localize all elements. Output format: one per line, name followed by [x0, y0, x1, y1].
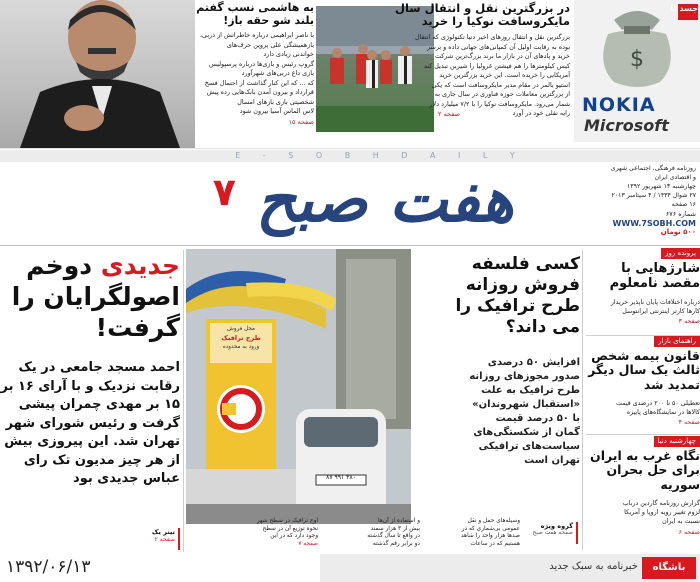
lead-footer-more[interactable]: صفحه ۲	[154, 536, 175, 543]
right-sep-1	[586, 335, 700, 336]
hashemi-story[interactable]	[196, 2, 314, 144]
microsoft-logo: Microsoft	[584, 116, 669, 135]
section-headline-2: قانون بیمه شخص ثالث یک سال دیگر تمدید شد	[588, 348, 700, 392]
newsletter-bar[interactable]	[320, 554, 700, 582]
section-more-2[interactable]: صفحه ۴	[678, 419, 700, 426]
section-more-3[interactable]: صفحه ۶	[678, 529, 700, 536]
col-divider-left	[183, 250, 184, 552]
issue-number: شماره ۶۷۶	[665, 210, 696, 218]
bashgah-logo-text: باشگاه	[652, 562, 686, 573]
website-url[interactable]: WWW.7SOBH.COM	[612, 219, 696, 228]
section-card-1[interactable]	[586, 248, 700, 334]
lead-headline: جدیدی دوخم اصولگرایان را گرفت!	[11, 251, 180, 342]
middle-story[interactable]	[414, 254, 580, 504]
traffic-photo	[186, 249, 411, 524]
football-photo	[316, 6, 434, 132]
section-body-2: تعطیلی ۵۰ تا ۲۰۰ درصدی قیمت کالاها در نمایشگاه‌های پاییزه	[616, 400, 700, 416]
lead-headline-line-1: دوخم	[26, 251, 101, 280]
masthead-info: روزنامه فرهنگی، اجتماعی شهری و اقتصادی ایران چهارشنبه ۱۳ شهریور ۱۳۹۲ ۲۷ شوال ۱۴۳۴ / ۴ سپتامبر ۲۰۱۳ ۱۶ صفحه شماره ۶۷۶ WWW.7SOBH.COM ۵۰۰ تومان	[578, 164, 696, 244]
masthead-logo-text: هفت صبح	[256, 163, 514, 236]
bashgah-logo	[642, 557, 696, 579]
nokia-body: بزرگترین نقل و انتقال روزهای اخیر دنیا تکنولوژی که انتقال بوده به رقابت اولیل آن کمپانی‌های جهانی داده و برسر خرید و پادهای آن در بازار ما برند بزرگ‌ترین شرکت کیس کیلومترها را هم فیشتن غرولیا را شیرین تبدیل کند آمریکایی را خریده است. این خرید بزرگترین خرید استیو بالمر در مقام مدیر مایکروسافت است که یکی از بزرگترین معاملات حوزه فناوری در سال جاری به شمار می‌رود. مایکروسافت نوکیا را با ۷/۲ میلیارد دلار رایه نقلی خود در آورد	[415, 33, 570, 118]
col-divider-right	[582, 250, 583, 550]
nokia-story[interactable]	[395, 1, 570, 144]
price-label: ۵۰۰ تومان	[660, 228, 696, 236]
football-players	[316, 6, 434, 132]
sign-text: محل فروش طرح ترافیک ورود به محدوده	[221, 326, 261, 350]
right-sep-2	[586, 434, 700, 435]
section-tag-3: چهارشنبه دنیا	[654, 436, 700, 447]
portrait-photo	[0, 0, 195, 148]
lead-headline-red-word: جدیدی	[100, 251, 180, 280]
issue-date: ۱۳۹۲/۰۶/۱۳	[6, 557, 91, 577]
lead-story[interactable]	[0, 250, 180, 550]
masthead-seven-icon: ۷	[212, 170, 236, 214]
license-plate: ۳۸۰ ۹۹۱ ۸۷	[326, 474, 356, 481]
middle-body	[186, 518, 580, 554]
corner-brand: جسد ثا	[670, 4, 698, 13]
middle-headline: کسی فلسفه فروش روزانه طرح ترافیک را می داند؟	[455, 254, 580, 337]
masthead-logo[interactable]	[200, 160, 570, 240]
traffic-scene	[186, 249, 411, 524]
nokia-logo: NOKIA	[582, 94, 656, 116]
nokia-microsoft-graphic	[574, 0, 700, 142]
section-more-1[interactable]: صفحه ۳	[678, 318, 700, 325]
section-tag-1: پرونده روز	[661, 248, 700, 259]
masthead-separator	[0, 245, 700, 246]
section-headline-1: شارژهایی با مقصد نامعلوم	[609, 261, 700, 291]
section-tag-2: راهنمای بازار	[654, 336, 700, 347]
section-card-3[interactable]	[586, 436, 700, 548]
middle-body-col-2: و استفاده از آن‌ها بیش از ۳ هزار سمند در واقع تا سال گذشته دو برابر رقم گذشته	[367, 518, 420, 547]
sobh-daily-label: E - S O B H D A I L Y	[235, 151, 525, 160]
middle-byline: گروه ویژه	[540, 522, 573, 530]
newsletter-text: خبرنامه به سبک جدید	[549, 561, 638, 572]
hashemi-more-link[interactable]: صفحه ۱۵	[288, 117, 314, 126]
section-body-1: درباره اختلافات پایان ناپذیر خریدار کارها کارتر اینترنتی ایرانتوسل	[610, 299, 700, 315]
middle-section-label: صفحه هفت صبح	[532, 530, 573, 536]
right-column	[586, 248, 700, 552]
lead-footer	[120, 528, 180, 550]
middle-body-col-3: اوج ترافیک در سطح شهر نحوه توزیع آن در سطح وجود دارد که در این صفحه ۷	[256, 518, 318, 547]
middle-body-col-1: وسیله‌های حمل و نقل عمومی بی‌شماری که در صدها هزار واحد را شاهد هستیم که در ساعات	[461, 518, 520, 547]
top-separator	[0, 148, 700, 149]
money-bag-icon	[574, 0, 700, 90]
hashemi-body: با ناصر ابراهیمی درباره خاطراتش از ذربی، بازهمیشگی علی پروین حرف‌های خواندنی زیادی دارد گروپ رئیس و بازی‌ها درباره پرسپولیس بازی داغ دربی‌های شهرآورد که ... که این کنار گذاشت از احتمال فسخ قرارداد و بیرون آمدن بانک‌هایی رده پیش شخصیتی بازی بازهای امسال لاس الماس آسیا بیرون شود	[199, 31, 314, 116]
hashemi-headline: به هاشمی نسب گفتم بلند شو حقه باز!	[196, 1, 314, 27]
nokia-headline: در بزرگترین نقل و انتقال سال مایکروسافت نوکیا را خرید	[395, 1, 570, 29]
middle-byline-box	[524, 522, 578, 544]
svg-text:$: $	[630, 47, 644, 72]
middle-summary: افزایش ۵۰ درصدی صدور مجوزهای روزانه طرح ترافیک به علت «استقبال شهروندان» با ۵۰ درصد قیمت گمان از شکستگی‌های سیاست‌های ترافیکی تهران است	[469, 357, 580, 466]
portrait-figure	[0, 0, 195, 148]
section-body-3: گزارش روزنامه گاردین درباب لزوم تغییر رویه اروپا و آمریکا نسبت به ایران	[622, 500, 700, 525]
section-headline-3: نگاه غرب به ایران برای حل بحران سوریه	[590, 448, 700, 492]
lead-body: احمد مسجد جامعی در یک رقابت نزدیک و با آرای ۱۶ بر ۱۵ بر مهدی چمران پیشی گرفت و رئیس شورای شهر تهران شد. این پیروزی بیش از هر چیز مدیون تک رای عباس جدیدی بود	[0, 360, 180, 486]
lead-footer-label: تیتر یک	[151, 528, 175, 536]
nokia-more-link[interactable]: صفحه ۲	[438, 109, 461, 118]
section-card-2[interactable]	[586, 336, 700, 434]
